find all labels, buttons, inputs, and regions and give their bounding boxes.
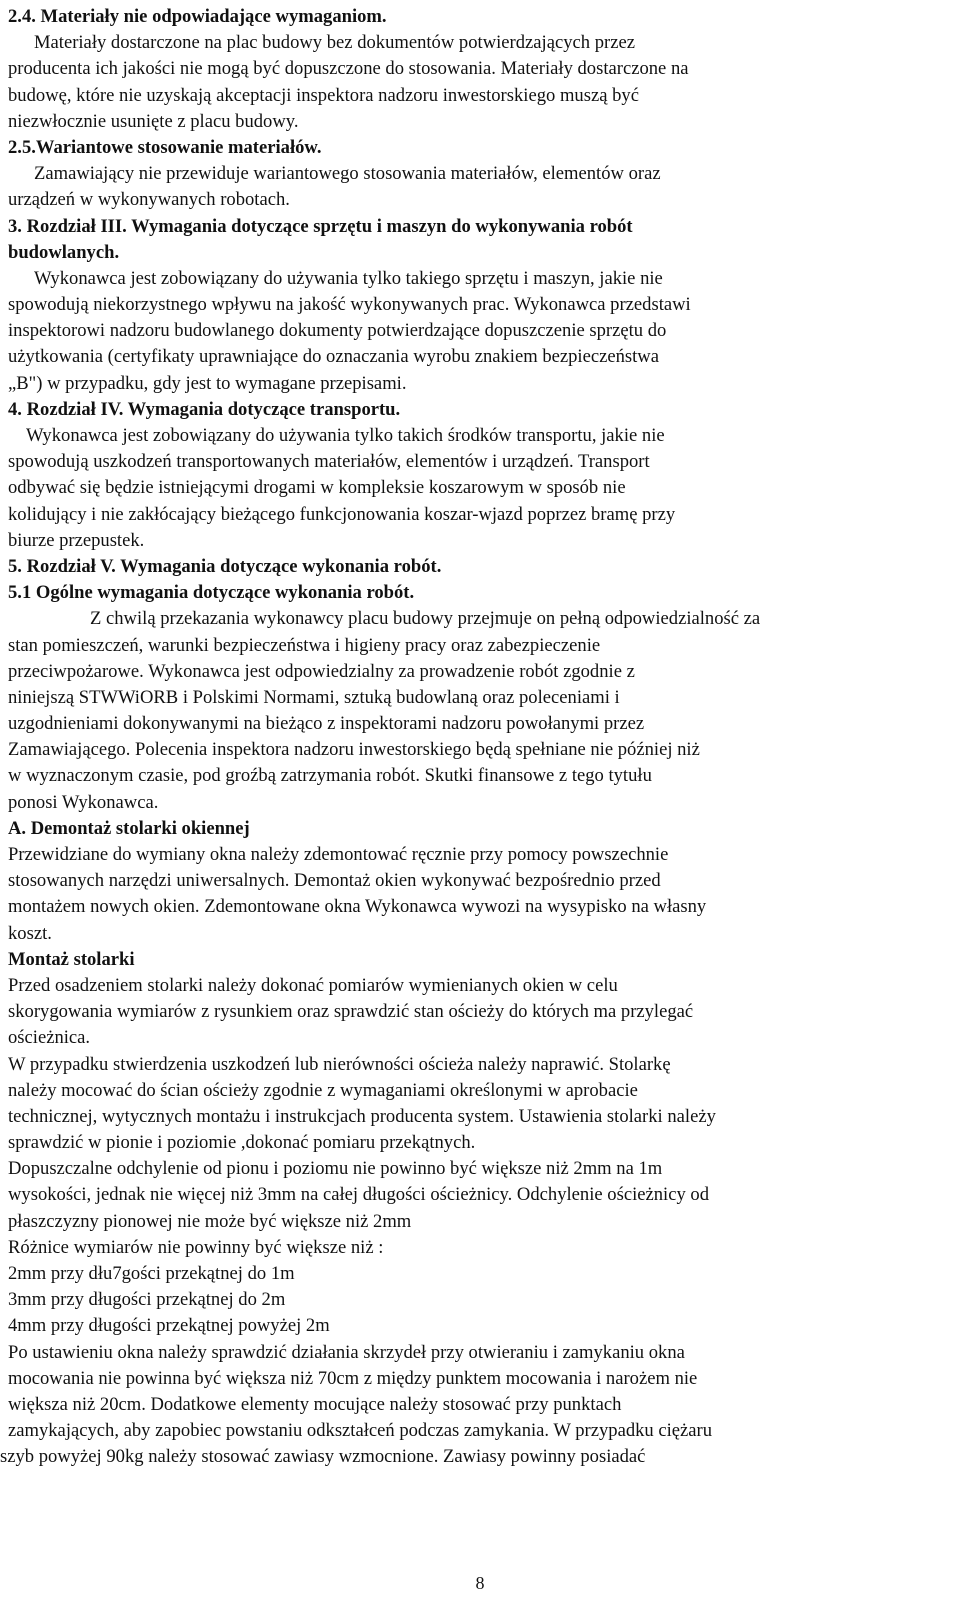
text-line: Przed osadzeniem stolarki należy dokonać pomiarów wymienianych okien w celu <box>8 974 618 996</box>
text-line: użytkowania (certyfikaty uprawniające do oznaczania wyrobu znakiem bezpieczeństwa <box>8 346 659 368</box>
text-line: w wyznaczonym czasie, pod groźbą zatrzymania robót. Skutki finansowe z tego tytułu <box>8 765 652 787</box>
text-line: wysokości, jednak nie więcej niż 3mm na całej długości ościeżnicy. Odchylenie ościeżnicy od <box>8 1184 709 1206</box>
text-line: W przypadku stwierdzenia uszkodzeń lub nierówności ościeża należy naprawić. Stolarkę <box>8 1053 671 1075</box>
text-line: spowodują niekorzystnego wpływu na jakość wykonywanych prac. Wykonawca przedstawi <box>8 294 691 316</box>
text-line: inspektorowi nadzoru budowlanego dokumenty potwierdzające dopuszczenie sprzętu do <box>8 320 667 342</box>
text-line: Z chwilą przekazania wykonawcy placu budowy przejmuje on pełną odpowiedzialność za <box>90 608 761 630</box>
text-line: stosowanych narzędzi uniwersalnych. Demontaż okien wykonywać bezpośrednio przed <box>8 870 661 892</box>
text-line: 3mm przy długości przekątnej do 2m <box>8 1289 286 1311</box>
text-line: Wykonawca jest zobowiązany do używania tylko takich środków transportu, jakie nie <box>26 425 665 446</box>
text-line: Zamawiającego. Polecenia inspektora nadzoru inwestorskiego będą spełniane nie później niż <box>8 739 700 761</box>
section-heading: 5.1 Ogólne wymagania dotyczące wykonania robót. <box>8 582 415 604</box>
text-line: szyb powyżej 90kg należy stosować zawiasy wzmocnione. Zawiasy powinny posiadać <box>0 1446 646 1468</box>
section-heading: 2.5.Wariantowe stosowanie materiałów. <box>8 136 322 158</box>
section-heading: 5. Rozdział V. Wymagania dotyczące wykonania robót. <box>8 555 442 577</box>
text-line: urządzeń w wykonywanych robotach. <box>8 189 290 211</box>
text-line: Zamawiający nie przewiduje wariantowego stosowania materiałów, elementów oraz <box>34 163 661 185</box>
page-number: 8 <box>475 1573 485 1593</box>
text-line: zamykających, aby zapobiec powstaniu odkształceń podczas zamykania. W przypadku ciężaru <box>8 1420 713 1442</box>
section-heading: budowlanych. <box>8 241 120 263</box>
text-line: mocowania nie powinna być większa niż 70cm z między punktem mocowania i narożem nie <box>8 1367 698 1389</box>
text-line: kolidujący i nie zakłócający bieżącego funkcjonowania koszar-wjazd poprzez bramę przy <box>8 503 676 525</box>
text-line: spowodują uszkodzeń transportowanych materiałów, elementów i urządzeń. Transport <box>8 451 650 473</box>
text-line: Po ustawieniu okna należy sprawdzić działania skrzydeł przy otwieraniu i zamykaniu okna <box>8 1341 685 1363</box>
text-line: odbywać się będzie istniejącymi drogami w kompleksie koszarowym w sposób nie <box>8 477 626 499</box>
text-line: 2mm przy dłu7gości przekątnej do 1m <box>8 1263 295 1284</box>
text-line: należy mocować do ścian ościeży zgodnie z wymaganiami określonymi w aprobacie <box>8 1079 638 1101</box>
text-line: niniejszą STWWiORB i Polskimi Normami, sztuką budowlaną oraz poleceniami i <box>8 686 620 708</box>
text-line: ościeżnica. <box>8 1027 91 1049</box>
text-line: Wykonawca jest zobowiązany do używania tylko takiego sprzętu i maszyn, jakie nie <box>34 267 663 289</box>
text-line: większa niż 20cm. Dodatkowe elementy mocujące należy stosować przy punktach <box>8 1393 622 1415</box>
section-heading: A. Demontaż stolarki okiennej <box>8 817 250 839</box>
text-line: sprawdzić w pionie i poziomie ,dokonać pomiaru przekątnych. <box>8 1132 476 1154</box>
text-line: Różnice wymiarów nie powinny być większe niż : <box>8 1236 384 1258</box>
section-heading: Montaż stolarki <box>8 948 135 970</box>
text-line: montażem nowych okien. Zdemontowane okna Wykonawca wywozi na wysypisko na własny <box>8 896 707 918</box>
text-line: koszt. <box>8 922 52 944</box>
text-line: ponosi Wykonawca. <box>8 791 159 813</box>
text-line: stan pomieszczeń, warunki bezpieczeństwa i higieny pracy oraz zabezpieczenie <box>8 634 601 656</box>
text-line: Przewidziane do wymiany okna należy zdemontować ręcznie przy pomocy powszechnie <box>8 844 669 865</box>
text-line: płaszczyzny pionowej nie może być większe niż 2mm <box>8 1210 412 1232</box>
text-line: „B") w przypadku, gdy jest to wymagane przepisami. <box>8 372 407 394</box>
text-line: uzgodnieniami dokonywanymi na bieżąco z inspektorami nadzoru powołanymi przez <box>8 713 645 735</box>
section-heading: 4. Rozdział IV. Wymagania dotyczące transportu. <box>8 398 401 420</box>
text-line: Dopuszczalne odchylenie od pionu i poziomu nie powinno być większe niż 2mm na 1m <box>8 1158 663 1180</box>
text-line: niezwłocznie usunięte z placu budowy. <box>8 110 299 132</box>
text-line: biurze przepustek. <box>8 529 145 551</box>
text-line: producenta ich jakości nie mogą być dopuszczone do stosowania. Materiały dostarczone na <box>8 58 689 80</box>
text-line: przeciwpożarowe. Wykonawca jest odpowiedzialny za prowadzenie robót zgodnie z <box>8 660 635 682</box>
text-line: 4mm przy długości przekątnej powyżej 2m <box>8 1315 330 1337</box>
section-heading: 2.4. Materiały nie odpowiadające wymaganiom. <box>8 6 387 27</box>
text-line: budowę, które nie uzyskają akceptacji inspektora nadzoru inwestorskiego muszą być <box>8 84 639 106</box>
text-line: skorygowania wymiarów z rysunkiem oraz sprawdzić stan ościeży do których ma przylegać <box>8 1001 694 1023</box>
text-line: Materiały dostarczone na plac budowy bez dokumentów potwierdzających przez <box>34 32 635 54</box>
document-page <box>0 4 948 1471</box>
text-line: technicznej, wytycznych montażu i instrukcjach producenta system. Ustawienia stolarki należy <box>8 1105 716 1127</box>
section-heading: 3. Rozdział III. Wymagania dotyczące sprzętu i maszyn do wykonywania robót <box>8 215 633 237</box>
